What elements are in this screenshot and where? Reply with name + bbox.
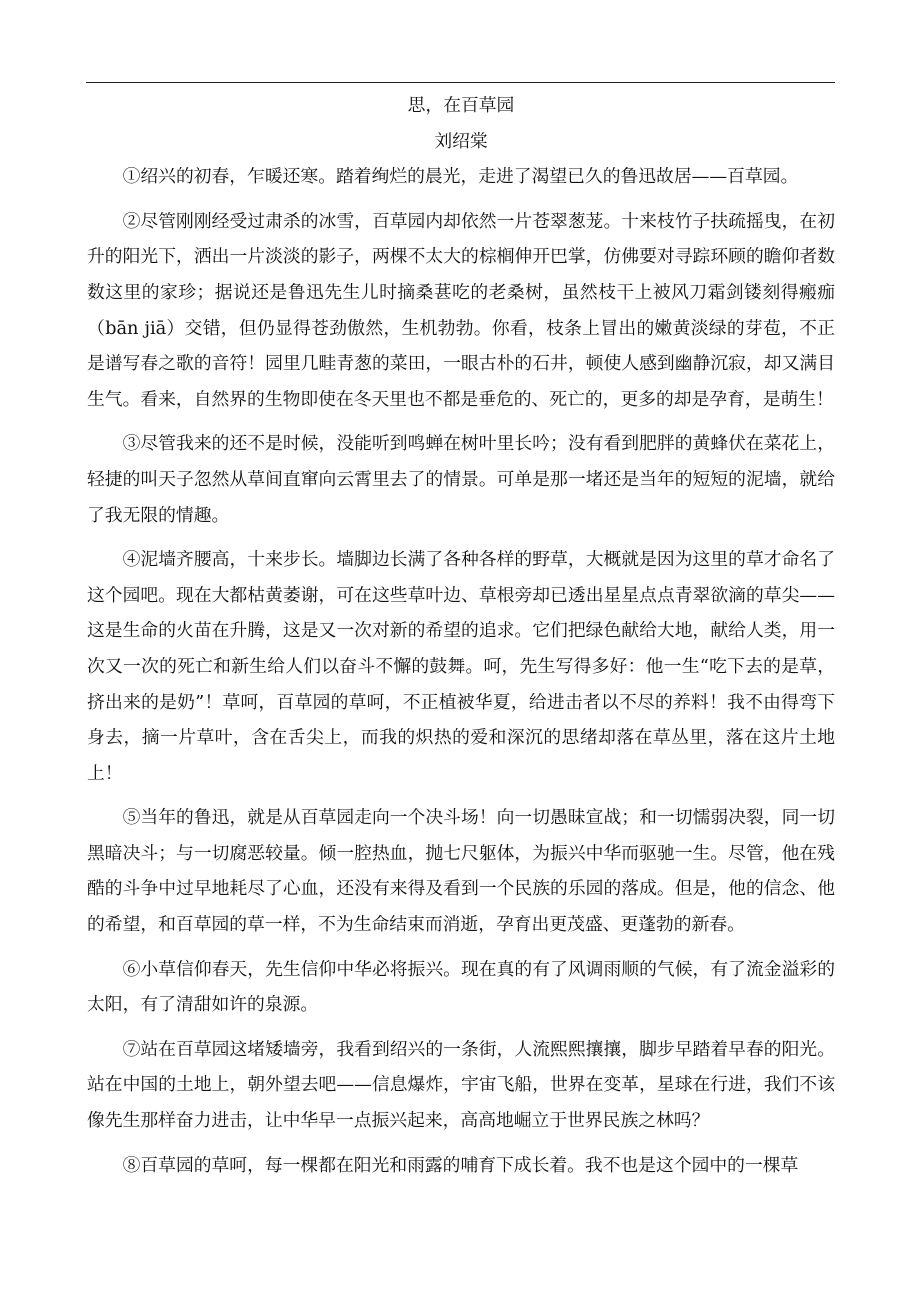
article-title: 思，在百草园 [407,95,515,116]
paragraph-4: ④泥墙齐腰高，十来步长。墙脚边长满了各种各样的野草，大概就是因为这里的草才命名了这个园吧。现在大都枯黄萎谢，可在这些草叶边、草根旁却已透出星星点点青翠欲滴的草尖——这是生命的火苗在升腾，这是又一次对新的希望的追求。它们把绿色献给大地，献给人类，用一次又一次的死亡和新生给人们以奋斗不懈的鼓舞。呵，先生写得多好：他一生“吃下去的是草，挤出来的是奶”！草呵，百草园的草呵，不正植被华夏，给进击者以不尽的养料！我不由得弯下身去，摘一片草叶，含在舌尖上，而我的炽热的爱和深沉的思绪却落在草丛里，落在这片土地上！ [87,549,835,784]
paragraph-1: ①绍兴的初春，乍暖还寒。踏着绚烂的晨光，走进了渴望已久的鲁迅故居——百草园。 [122,166,799,188]
paragraph-6: ⑥小草信仰春天，先生信仰中华必将振兴。现在真的有了风调雨顺的气候，有了流金溢彩的太阳，有了清甜如许的泉源。 [87,958,835,1016]
paragraph-5: ⑤当年的鲁迅，就是从百草园走向一个决斗场！向一切愚昧宣战；和一切懦弱决裂，同一切黑暗决斗；与一切腐恶较量。倾一腔热血，抛七尺躯体，为振兴中华而驱驰一生。尽管，他在残酷的斗争中过早地耗尽了心血，还没有来得及看到一个民族的乐园的落成。但是，他的信念、他的希望，和百草园的草一样，不为生命结束而消逝，孕育出更茂盛、更蓬勃的新春。 [87,807,835,936]
paragraph-8: ⑧百草园的草呵，每一棵都在阳光和雨露的哺育下成长着。我不也是这个园中的一棵草 [122,1154,799,1176]
paragraph-3: ③尽管我来的还不是时候，没能听到鸣蝉在树叶里长吟；没有看到肥胖的黄蜂伏在菜花上，轻捷的叫天子忽然从草间直窜向云霄里去了的情景。可单是那一堵还是当年的短短的泥墙，就给了我无限的情趣。 [87,433,835,526]
paragraph-2: ②尽管刚刚经受过肃杀的冰雪，百草园内却依然一片苍翠葱茏。十来枝竹子扶疏摇曳，在初升的阳光下，洒出一片淡淡的影子，两棵不太大的棕榈伸开巴掌，仿佛要对寻踪环顾的瞻仰者数数这里的家珍；据说还是鲁迅先生儿时摘桑葚吃的老桑树，虽然枝干上被风刀霜剑镂刻得瘢痂（bān jiā）交错，但仍显得苍劲傲然，生机勃勃。你看，枝条上冒出的嫩黄淡绿的芽苞，不正是谱写春之歌的音符！园里几畦青葱的菜田，一眼古朴的石井，顿使人感到幽静沉寂，却又满目生气。看来，自然界的生物即使在冬天里也不都是垂危的、死亡的，更多的却是孕育，是萌生！ [87,210,835,410]
paragraph-7: ⑦站在百草园这堵矮墙旁，我看到绍兴的一条街，人流熙熙攘攘，脚步早踏着早春的阳光。站在中国的土地上，朝外望去吧——信息爆炸，宇宙飞船，世界在变革，星球在行进，我们不该像先生那样奋力进击，让中华早一点振兴起来，高高地崛立于世界民族之林吗？ [87,1038,835,1132]
article [87,88,835,1183]
article-author: 刘绍棠 [434,130,488,152]
header-rule [86,82,835,83]
